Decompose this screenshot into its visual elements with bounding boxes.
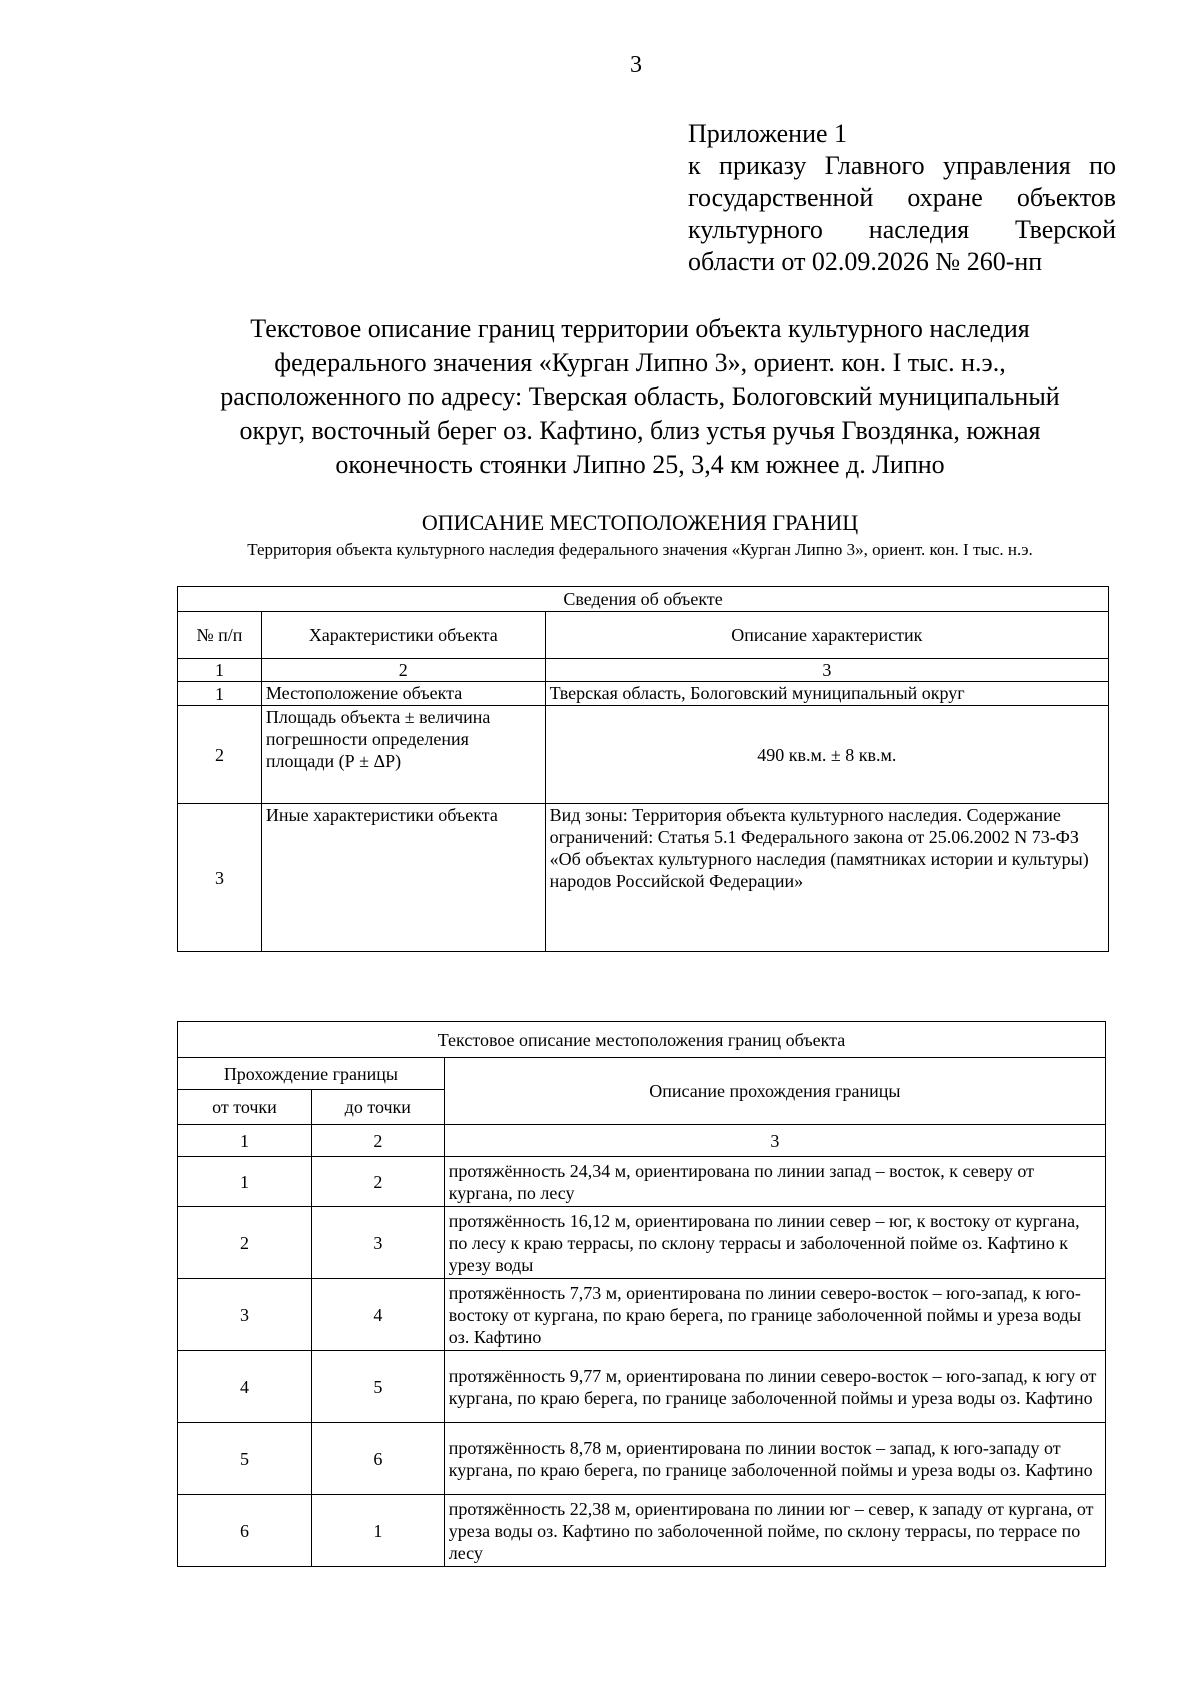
table-row <box>178 1207 1106 1279</box>
row-number: 3 <box>178 804 262 952</box>
to-point: 1 <box>311 1495 444 1567</box>
boundary-description: протяжённость 24,34 м, ориентирована по линии запад – восток, к северу от кургана, по лесу <box>444 1157 1105 1207</box>
section-heading: ОПИСАНИЕ МЕСТОПОЛОЖЕНИЯ ГРАНИЦ <box>421 510 859 535</box>
column-index: 3 <box>545 659 1108 682</box>
column-header: № п/п <box>178 612 262 659</box>
column-index: 1 <box>178 659 262 682</box>
table-row <box>178 1279 1106 1351</box>
title-line: федерального значения «Курган Липно 3», ориент. кон. I тыс. н.э., <box>274 348 1006 377</box>
from-point: 2 <box>178 1207 312 1279</box>
table-row <box>178 1157 1106 1207</box>
boundary-description: протяжённость 8,78 м, ориентирована по линии восток – запад, к юго-западу от кургана, по краю берега, по границе заболоченной поймы и уреза воды оз. Кафтино <box>444 1423 1105 1495</box>
column-index: 3 <box>444 1125 1105 1157</box>
table-row <box>178 706 1109 804</box>
document-title <box>150 312 1130 482</box>
row-number: 2 <box>178 706 262 804</box>
boundary-description: протяжённость 9,77 м, ориентирована по линии северо-восток – юго-запад, к югу от кургана, по краю берега, по границе заболоченной поймы и уреза воды оз. Кафтино <box>444 1351 1105 1423</box>
column-index: 2 <box>311 1125 444 1157</box>
from-point: 1 <box>178 1157 312 1207</box>
title-line: округ, восточный берег оз. Кафтино, близ устья ручья Гвоздянка, южная <box>239 416 1041 445</box>
column-header: Характеристики объекта <box>261 612 545 659</box>
appendix-line: Приложение 1 <box>688 119 848 148</box>
characteristic-name: Иные характеристики объекта <box>261 804 545 952</box>
characteristic-value: 490 кв.м. ± 8 кв.м. <box>545 706 1108 804</box>
to-point: 6 <box>311 1423 444 1495</box>
from-point: 4 <box>178 1351 312 1423</box>
to-point: 3 <box>311 1207 444 1279</box>
from-point: 5 <box>178 1423 312 1495</box>
table-row <box>178 1423 1106 1495</box>
row-number: 1 <box>178 682 262 706</box>
column-header: Описание характеристик <box>545 612 1108 659</box>
column-index: 2 <box>261 659 545 682</box>
column-index: 1 <box>178 1125 312 1157</box>
column-header: Описание прохождения границы <box>444 1058 1105 1125</box>
characteristic-value: Тверская область, Бологовский муниципальный округ <box>545 682 1108 706</box>
table-row <box>178 1351 1106 1423</box>
column-header: от точки <box>178 1090 312 1125</box>
characteristic-name: Местоположение объекта <box>261 682 545 706</box>
table-row <box>178 1495 1106 1567</box>
characteristic-value: Вид зоны: Территория объекта культурного наследия. Содержание ограничений: Статья 5.1 Федерального закона от 25.06.2002 N 73-ФЗ «Об объектах культурного наследия (памятниках истории и культуры) народов Российской Федерации» <box>545 804 1108 952</box>
to-point: 4 <box>311 1279 444 1351</box>
boundary-description: протяжённость 22,38 м, ориентирована по линии юг – север, к западу от кургана, от уреза воды оз. Кафтино по заболоченной пойме, по склону террасы, по террасе по лесу <box>444 1495 1105 1567</box>
characteristic-name: Площадь объекта ± величина погрешности определения площади (Р ± ΔР) <box>261 706 545 804</box>
group-header: Прохождение границы <box>178 1058 445 1090</box>
table-caption: Текстовое описание местоположения границ объекта <box>178 1022 1106 1058</box>
table-caption: Сведения об объекте <box>178 587 1109 612</box>
table-row <box>178 682 1109 706</box>
boundary-table <box>177 1021 1106 1567</box>
page-number: 3 <box>630 52 642 78</box>
title-line: Текстовое описание границ территории объекта культурного наследия <box>250 314 1030 343</box>
to-point: 5 <box>311 1351 444 1423</box>
title-line: оконечность стоянки Липно 25, 3,4 км южнее д. Липно <box>335 450 945 479</box>
boundary-description: протяжённость 16,12 м, ориентирована по линии север – юг, к востоку от кургана, по лесу к краю террасы, по склону террасы и заболоченной пойме оз. Кафтино к урезу воды <box>444 1207 1105 1279</box>
from-point: 6 <box>178 1495 312 1567</box>
column-header: до точки <box>311 1090 444 1125</box>
appendix-reference <box>688 118 1116 278</box>
appendix-line: к приказу Главного управления по <box>688 151 1116 180</box>
appendix-line: государственной охране объектов <box>688 183 1116 212</box>
table-row <box>178 804 1109 952</box>
from-point: 3 <box>178 1279 312 1351</box>
object-info-table <box>177 586 1109 952</box>
appendix-line: культурного наследия Тверской <box>688 215 1116 244</box>
appendix-line: области от 02.09.2026 № 260-нп <box>688 247 1043 276</box>
boundary-description: протяжённость 7,73 м, ориентирована по линии северо-восток – юго-запад, к юго-востоку от кургана, по краю берега, по границе заболоченной поймы и уреза воды оз. Кафтино <box>444 1279 1105 1351</box>
to-point: 2 <box>311 1157 444 1207</box>
title-line: расположенного по адресу: Тверская область, Бологовский муниципальный <box>220 382 1060 411</box>
section-subheading: Территория объекта культурного наследия федерального значения «Курган Липно 3», ориент. кон. I тыс. н.э. <box>247 540 1033 559</box>
